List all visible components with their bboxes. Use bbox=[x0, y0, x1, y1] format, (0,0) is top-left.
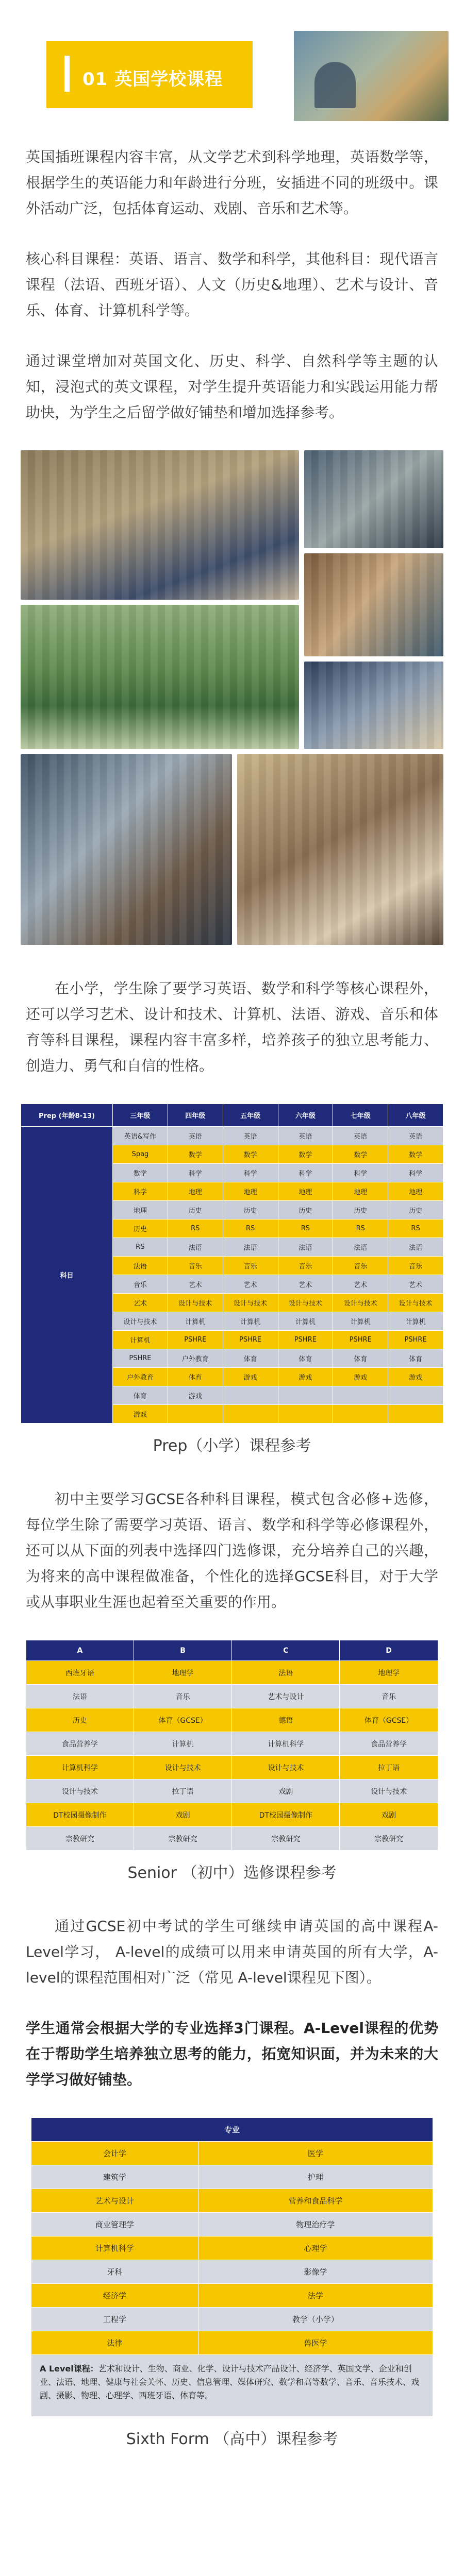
table-cell: 计算机 bbox=[168, 1312, 223, 1331]
table-cell: 拉丁语 bbox=[340, 1756, 438, 1780]
table-cell: 设计与技术 bbox=[168, 1294, 223, 1312]
table-cell: 艺术 bbox=[278, 1275, 333, 1294]
table-cell: 计算机 bbox=[278, 1312, 333, 1331]
table-cell: 数学 bbox=[388, 1145, 443, 1164]
table-cell: 地理 bbox=[278, 1182, 333, 1201]
table-cell: 宗教研究 bbox=[232, 1827, 340, 1851]
photo-classroom bbox=[21, 450, 299, 600]
table-cell: 历史 bbox=[26, 1708, 134, 1732]
senior-col-header: D bbox=[340, 1640, 438, 1661]
table-cell: 历史 bbox=[333, 1201, 388, 1219]
table-cell: 户外教育 bbox=[113, 1368, 168, 1386]
table-cell: 英语 bbox=[333, 1127, 388, 1145]
table-cell: 设计与技术 bbox=[26, 1780, 134, 1803]
sixth-caption: Sixth Form （高中）课程参考 bbox=[126, 2430, 338, 2448]
table-cell: 科学 bbox=[223, 1164, 278, 1182]
table-cell: 英语&写作 bbox=[113, 1127, 168, 1145]
table-cell: 体育 bbox=[333, 1349, 388, 1368]
prep-side-label: 科目 bbox=[21, 1127, 113, 1423]
table-cell: 心理学 bbox=[198, 2236, 433, 2260]
table-cell bbox=[223, 1386, 278, 1405]
photo-collage bbox=[21, 450, 443, 945]
table-cell: 体育 bbox=[113, 1386, 168, 1405]
table-cell: 工程学 bbox=[31, 2308, 198, 2331]
prep-year-header: 六年级 bbox=[278, 1104, 333, 1127]
table-cell bbox=[278, 1386, 333, 1405]
sixth-header: 专业 bbox=[31, 2118, 433, 2142]
table-row bbox=[31, 2165, 433, 2189]
header-accent-bar bbox=[64, 56, 70, 92]
article bbox=[0, 21, 464, 2449]
table-cell: 地理 bbox=[223, 1182, 278, 1201]
table-row bbox=[26, 1780, 438, 1803]
table-cell: 法律 bbox=[31, 2331, 198, 2355]
table-row bbox=[26, 1827, 438, 1851]
table-row bbox=[26, 1661, 438, 1685]
table-row bbox=[31, 2236, 433, 2260]
prep-table-body bbox=[21, 1127, 443, 1423]
senior-col-header: B bbox=[134, 1640, 232, 1661]
table-cell: 音乐 bbox=[223, 1257, 278, 1275]
table-cell: 戏剧 bbox=[134, 1803, 232, 1827]
table-cell: 宗教研究 bbox=[134, 1827, 232, 1851]
prep-year-header: 四年级 bbox=[168, 1104, 223, 1127]
senior-table-body bbox=[26, 1661, 438, 1851]
intro-paragraph: 英国插班课程内容丰富，从文学艺术到科学地理，英语数学等，根据学生的英语能力和年龄进行分班，安插进不同的班级中。课外活动广泛，包括体育运动、戏剧、音乐和艺术等。 bbox=[26, 148, 438, 217]
table-cell: 戏剧 bbox=[232, 1780, 340, 1803]
table-row bbox=[31, 2213, 433, 2236]
table-cell: 艺术 bbox=[113, 1294, 168, 1312]
table-cell: 游戏 bbox=[388, 1368, 443, 1386]
table-cell: 宗教研究 bbox=[340, 1827, 438, 1851]
table-cell: 计算机 bbox=[223, 1312, 278, 1331]
table-cell: 音乐 bbox=[113, 1275, 168, 1294]
table-cell: 艺术 bbox=[333, 1275, 388, 1294]
table-row bbox=[26, 1732, 438, 1756]
table-cell: 设计与技术 bbox=[340, 1780, 438, 1803]
table-row bbox=[26, 1708, 438, 1732]
table-cell: 体育 bbox=[278, 1349, 333, 1368]
table-row bbox=[31, 2284, 433, 2308]
table-cell bbox=[168, 1405, 223, 1423]
table-cell: 营养和食品科学 bbox=[198, 2189, 433, 2213]
table-cell: 设计与技术 bbox=[388, 1294, 443, 1312]
table-cell: 西班牙语 bbox=[26, 1661, 134, 1685]
table-cell: 宗教研究 bbox=[26, 1827, 134, 1851]
table-cell: 音乐 bbox=[333, 1257, 388, 1275]
table-cell: 法语 bbox=[388, 1238, 443, 1257]
alevel-note-text: 艺术和设计、生物、商业、化学、设计与技术产品设计、经济学、英国文学、企业和创业、法语、地理、健康与社会关怀、历史、信息管理、媒体研究、数学和高等数学、音乐、音乐技术、戏剧、摄影、物理、心理学、西班牙语、体育等。 bbox=[40, 2364, 420, 2400]
table-cell: 艺术与设计 bbox=[232, 1685, 340, 1708]
alevel-note-label: A Level课程： bbox=[40, 2364, 98, 2374]
table-row bbox=[31, 2355, 433, 2417]
table-cell: 计算机 bbox=[333, 1312, 388, 1331]
senior-elective-table bbox=[26, 1640, 438, 1851]
table-cell: 设计与技术 bbox=[134, 1756, 232, 1780]
table-cell: 医学 bbox=[198, 2142, 433, 2165]
table-cell: 设计与技术 bbox=[278, 1294, 333, 1312]
table-cell: 地理学 bbox=[340, 1661, 438, 1685]
table-cell: 英语 bbox=[388, 1127, 443, 1145]
table-row bbox=[26, 1685, 438, 1708]
table-cell: 兽医学 bbox=[198, 2331, 433, 2355]
table-cell bbox=[278, 1405, 333, 1423]
table-cell: 音乐 bbox=[168, 1257, 223, 1275]
prep-year-header: 八年级 bbox=[388, 1104, 443, 1127]
table-cell: 游戏 bbox=[333, 1368, 388, 1386]
table-cell: 艺术 bbox=[223, 1275, 278, 1294]
table-cell: RS bbox=[278, 1219, 333, 1238]
table-cell: 牙科 bbox=[31, 2260, 198, 2284]
table-cell: 历史 bbox=[278, 1201, 333, 1219]
table-cell: 英语 bbox=[168, 1127, 223, 1145]
table-cell: 体育 bbox=[223, 1349, 278, 1368]
table-cell: DT校园摄像制作 bbox=[232, 1803, 340, 1827]
table-row bbox=[31, 2331, 433, 2355]
table-cell: 英语 bbox=[223, 1127, 278, 1145]
table-cell bbox=[333, 1386, 388, 1405]
table-cell: 地理 bbox=[333, 1182, 388, 1201]
photo-science bbox=[21, 754, 232, 945]
table-cell: 食品营养学 bbox=[340, 1732, 438, 1756]
table-cell: PSHRE bbox=[223, 1331, 278, 1349]
photo-art bbox=[237, 754, 443, 945]
alevel-advantage-paragraph: 学生通常会根据大学的专业选择3门课程。A-Level课程的优势在于帮助学生培养独立思考的能力，拓宽知识面，并为未来的大学学习做好铺垫。 bbox=[26, 2020, 438, 2088]
prep-year-header: 三年级 bbox=[113, 1104, 168, 1127]
table-cell: 科学 bbox=[333, 1164, 388, 1182]
table-cell: 法学 bbox=[198, 2284, 433, 2308]
table-cell: RS bbox=[333, 1219, 388, 1238]
senior-paragraph: 初中主要学习GCSE各种科目课程，模式包含必修+选修，每位学生除了需要学习英语、语言、数学和科学等必修课程外，还可以从下面的列表中选择四门选修课，充分培养自己的兴趣，为将来的高中课程做准备，个性化的选择GCSE科目，对于大学或从事职业生涯也起着至关重要的作用。 bbox=[26, 1490, 438, 1611]
table-cell: PSHRE bbox=[278, 1331, 333, 1349]
table-cell: Spag bbox=[113, 1145, 168, 1164]
table-cell: 游戏 bbox=[113, 1405, 168, 1423]
table-cell: 计算机科学 bbox=[26, 1756, 134, 1780]
table-cell: 户外教育 bbox=[168, 1349, 223, 1368]
table-cell: 物理治疗学 bbox=[198, 2213, 433, 2236]
table-cell: 设计与技术 bbox=[113, 1312, 168, 1331]
table-cell: 法语 bbox=[232, 1661, 340, 1685]
table-row bbox=[31, 2189, 433, 2213]
table-cell bbox=[388, 1405, 443, 1423]
table-row bbox=[31, 2260, 433, 2284]
table-cell: 地理 bbox=[168, 1182, 223, 1201]
table-cell: 地理 bbox=[113, 1201, 168, 1219]
photo-students bbox=[304, 662, 443, 749]
prep-caption: Prep（小学）课程参考 bbox=[153, 1437, 311, 1455]
prep-course-table bbox=[21, 1104, 443, 1423]
table-cell: PSHRE bbox=[388, 1331, 443, 1349]
table-cell: 数学 bbox=[223, 1145, 278, 1164]
table-cell: 历史 bbox=[388, 1201, 443, 1219]
section-title: 01 英国学校课程 bbox=[82, 69, 223, 90]
table-row bbox=[21, 1127, 443, 1145]
table-cell: RS bbox=[113, 1238, 168, 1257]
table-cell: PSHRE bbox=[113, 1349, 168, 1368]
table-cell: RS bbox=[168, 1219, 223, 1238]
table-cell: 拉丁语 bbox=[134, 1780, 232, 1803]
table-row bbox=[31, 2308, 433, 2331]
prep-corner-header: Prep (年龄8-13) bbox=[21, 1104, 113, 1127]
table-cell: 体育（GCSE） bbox=[340, 1708, 438, 1732]
table-cell: 建筑学 bbox=[31, 2165, 198, 2189]
core-subjects-paragraph: 核心科目课程：英语、语言、数学和科学，其他科目：现代语言课程（法语、西班牙语）、人文（历史&地理）、艺术与设计、音乐、体育、计算机科学等。 bbox=[26, 250, 438, 319]
sixth-form-table bbox=[31, 2117, 433, 2417]
table-cell: 体育 bbox=[168, 1368, 223, 1386]
table-cell: 体育（GCSE） bbox=[134, 1708, 232, 1732]
table-cell: 数学 bbox=[168, 1145, 223, 1164]
table-cell: 数学 bbox=[333, 1145, 388, 1164]
immersion-paragraph: 通过课堂增加对英国文化、历史、科学、自然科学等主题的认知，浸泡式的英文课程，对学生提升英语能力和实践运用能力帮助快，为学生之后留学做好铺垫和增加选择参考。 bbox=[26, 352, 438, 421]
photo-outdoor-class bbox=[21, 605, 299, 749]
table-cell: 艺术 bbox=[168, 1275, 223, 1294]
table-cell: 法语 bbox=[168, 1238, 223, 1257]
table-cell: 音乐 bbox=[134, 1685, 232, 1708]
table-cell: DT校园摄像制作 bbox=[26, 1803, 134, 1827]
table-cell: 戏剧 bbox=[340, 1803, 438, 1827]
table-cell: 数学 bbox=[113, 1164, 168, 1182]
table-cell: 游戏 bbox=[168, 1386, 223, 1405]
table-cell: 科学 bbox=[168, 1164, 223, 1182]
table-cell: RS bbox=[388, 1219, 443, 1238]
table-cell: 计算机 bbox=[388, 1312, 443, 1331]
table-cell: 历史 bbox=[223, 1201, 278, 1219]
senior-col-header: A bbox=[26, 1640, 134, 1661]
table-cell: 计算机科学 bbox=[31, 2236, 198, 2260]
table-cell: 科学 bbox=[278, 1164, 333, 1182]
table-cell: 艺术 bbox=[388, 1275, 443, 1294]
table-cell bbox=[388, 1386, 443, 1405]
table-cell: 地理学 bbox=[134, 1661, 232, 1685]
prep-year-header: 七年级 bbox=[333, 1104, 388, 1127]
table-cell: 历史 bbox=[168, 1201, 223, 1219]
table-cell: 法语 bbox=[278, 1238, 333, 1257]
senior-caption: Senior （初中）选修课程参考 bbox=[127, 1864, 337, 1882]
table-cell: PSHRE bbox=[168, 1331, 223, 1349]
senior-col-header: C bbox=[232, 1640, 340, 1661]
table-cell: 历史 bbox=[113, 1219, 168, 1238]
table-cell: 会计学 bbox=[31, 2142, 198, 2165]
table-cell: 计算机 bbox=[134, 1732, 232, 1756]
prep-year-header: 五年级 bbox=[223, 1104, 278, 1127]
table-row bbox=[31, 2142, 433, 2165]
table-cell: 科学 bbox=[113, 1182, 168, 1201]
table-row bbox=[26, 1803, 438, 1827]
table-cell: 计算机科学 bbox=[232, 1732, 340, 1756]
table-cell: 计算机 bbox=[113, 1331, 168, 1349]
sixth-table-body bbox=[31, 2142, 433, 2417]
table-cell: 德语 bbox=[232, 1708, 340, 1732]
table-cell: 护理 bbox=[198, 2165, 433, 2189]
table-cell: 法语 bbox=[26, 1685, 134, 1708]
header-photo bbox=[294, 31, 449, 121]
table-cell: PSHRE bbox=[333, 1331, 388, 1349]
table-row bbox=[26, 1756, 438, 1780]
section-header bbox=[21, 21, 443, 124]
table-cell: 食品营养学 bbox=[26, 1732, 134, 1756]
table-cell: 法语 bbox=[113, 1257, 168, 1275]
photo-library bbox=[304, 553, 443, 656]
prep-paragraph: 在小学，学生除了要学习英语、数学和科学等核心课程外，还可以学习艺术、设计和技术、计算机、法语、游戏、音乐和体育等科目课程，课程内容丰富多样，培养孩子的独立思考能力、创造力、勇气和自信的性格。 bbox=[26, 980, 438, 1074]
table-cell: 音乐 bbox=[340, 1685, 438, 1708]
table-cell: 游戏 bbox=[278, 1368, 333, 1386]
table-cell: 艺术与设计 bbox=[31, 2189, 198, 2213]
table-cell: 设计与技术 bbox=[333, 1294, 388, 1312]
photo-lab bbox=[304, 450, 443, 548]
table-cell: 商业管理学 bbox=[31, 2213, 198, 2236]
alevel-note bbox=[31, 2355, 433, 2417]
table-cell: 地理 bbox=[388, 1182, 443, 1201]
table-cell: 游戏 bbox=[223, 1368, 278, 1386]
table-cell: 体育 bbox=[388, 1349, 443, 1368]
table-cell: 影像学 bbox=[198, 2260, 433, 2284]
table-cell: 音乐 bbox=[278, 1257, 333, 1275]
table-cell: 音乐 bbox=[388, 1257, 443, 1275]
alevel-paragraph: 通过GCSE初中考试的学生可继续申请英国的高中课程A-Level学习， A-level的成绩可以用来申请英国的所有大学，A-level的课程范围相对广泛（常见 A-level课程见下图）。 bbox=[26, 1918, 438, 1986]
table-cell: 经济学 bbox=[31, 2284, 198, 2308]
table-cell: 英语 bbox=[278, 1127, 333, 1145]
table-cell: 数学 bbox=[278, 1145, 333, 1164]
table-cell: 法语 bbox=[223, 1238, 278, 1257]
table-cell: 设计与技术 bbox=[223, 1294, 278, 1312]
table-cell: 教学（小学） bbox=[198, 2308, 433, 2331]
table-cell: 法语 bbox=[333, 1238, 388, 1257]
table-cell: RS bbox=[223, 1219, 278, 1238]
table-cell: 设计与技术 bbox=[232, 1756, 340, 1780]
table-cell bbox=[333, 1405, 388, 1423]
table-cell: 科学 bbox=[388, 1164, 443, 1182]
table-cell bbox=[223, 1405, 278, 1423]
